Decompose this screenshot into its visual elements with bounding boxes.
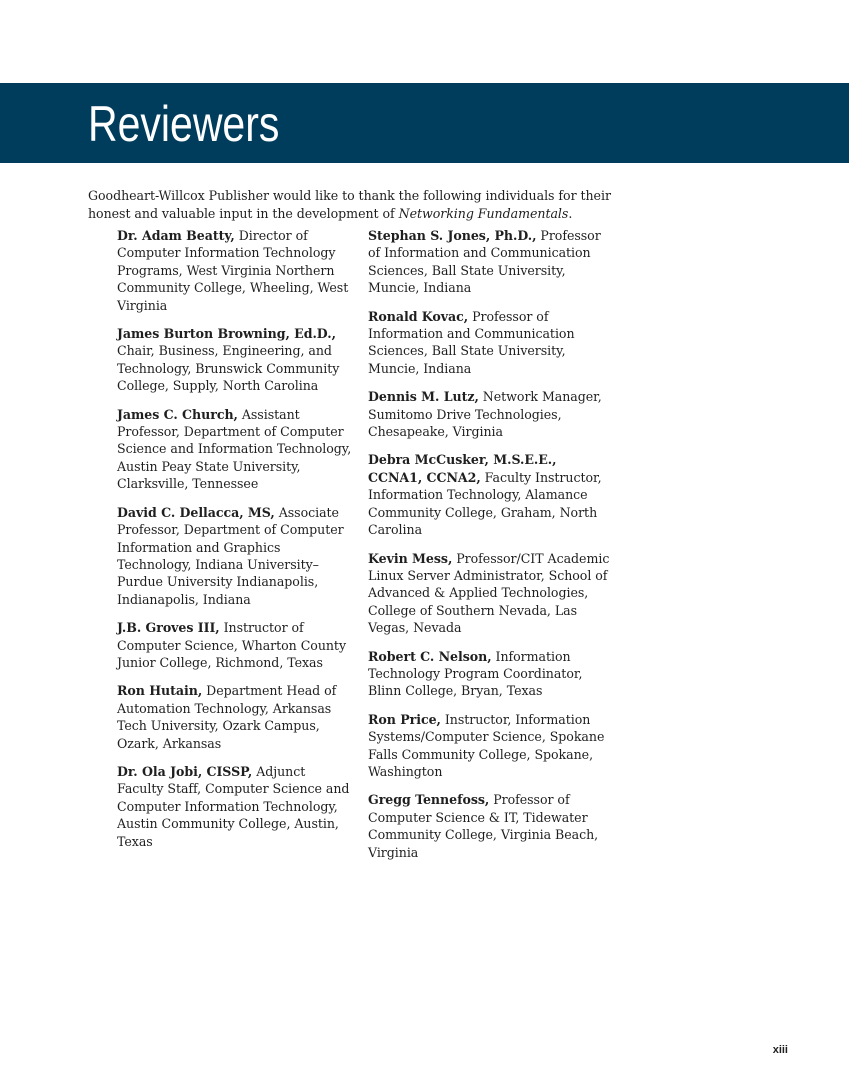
reviewer-name: Stephan S. Jones, Ph.D., bbox=[368, 228, 537, 243]
reviewer-entry bbox=[368, 388, 613, 440]
reviewer-details: Adjunct Faculty Staff, Computer Science and Computer Information Technology, Austin Community College, Austin, Texas bbox=[117, 763, 350, 849]
reviewer-name: Kevin Mess, bbox=[368, 550, 453, 566]
reviewer-entry bbox=[368, 648, 613, 700]
reviewer-details: Information Technology Program Coordinator, Blinn College, Bryan, Texas bbox=[368, 648, 583, 699]
reviewer-details: Chair, Business, Engineering, and Technology, Brunswick Community College, Supply, North Carolina bbox=[117, 343, 340, 394]
reviewer-details: Instructor, Information Systems/Computer Science, Spokane Falls Community College, Spokane, Washington bbox=[368, 711, 605, 779]
reviewer-name: Dennis M. Lutz, bbox=[368, 389, 479, 405]
reviewer-entry bbox=[368, 451, 613, 538]
reviewer-details: Department Head of Automation Technology, Arkansas Tech University, Ozark Campus, Ozark, Arkansas bbox=[117, 683, 337, 751]
reviewer-details: Associate Professor, Department of Computer Information and Graphics Technology, Indiana University–Purdue University Indianapolis, Indianapolis, Indiana bbox=[117, 504, 344, 607]
reviewer-entry bbox=[368, 550, 613, 637]
reviewer-entry bbox=[117, 406, 355, 493]
reviewer-entry bbox=[368, 791, 613, 861]
reviewer-name: Ron Price, bbox=[368, 711, 441, 727]
reviewer-entry bbox=[117, 682, 355, 752]
reviewer-name: David C. Dellacca, MS, bbox=[117, 504, 275, 520]
reviewer-entry bbox=[117, 619, 355, 671]
page-title: Reviewers bbox=[88, 96, 280, 152]
reviewer-details: Director of Computer Information Technology Programs, West Virginia Northern Community College, Wheeling, West Virginia bbox=[117, 228, 349, 313]
reviewer-details: Professor of Information and Communication Sciences, Ball State University, Muncie, Indiana bbox=[368, 308, 575, 376]
reviewer-details: Instructor of Computer Science, Wharton County Junior College, Richmond, Texas bbox=[117, 620, 347, 670]
reviewer-name: Robert C. Nelson, bbox=[368, 648, 492, 664]
reviewer-details: Network Manager, Sumitomo Drive Technologies, Chesapeake, Virginia bbox=[368, 389, 602, 440]
reviewer-name: Ronald Kovac, bbox=[368, 308, 469, 324]
reviewers-left-column bbox=[117, 227, 355, 861]
reviewer-entry bbox=[117, 325, 355, 395]
reviewer-entry bbox=[117, 504, 355, 608]
reviewer-name: Debra McCusker, M.S.E.E., CCNA1, CCNA2, bbox=[368, 452, 557, 485]
reviewer-details: Professor of Computer Science & IT, Tidewater Community College, Virginia Beach, Virginia bbox=[368, 792, 599, 860]
reviewer-name: Dr. Ola Jobi, CISSP, bbox=[117, 763, 253, 779]
reviewer-entry bbox=[368, 308, 613, 378]
reviewer-name: Gregg Tennefoss, bbox=[368, 792, 490, 808]
reviewer-name: J.B. Groves III, bbox=[117, 620, 220, 636]
page-number: xiii bbox=[772, 1044, 788, 1056]
reviewer-details: Professor/CIT Academic Linux Server Administrator, School of Advanced & Applied Technologies, College of Southern Nevada, Las Vegas, Nevada bbox=[368, 550, 610, 636]
reviewer-name: James C. Church, bbox=[117, 406, 238, 422]
intro-end: . bbox=[568, 205, 573, 221]
reviewer-name: Dr. Adam Beatty, bbox=[117, 228, 235, 243]
reviewer-entry bbox=[368, 227, 613, 297]
intro-paragraph bbox=[88, 187, 648, 222]
reviewer-details: Faculty Instructor, Information Technology, Alamance Community College, Graham, North Carolina bbox=[368, 469, 602, 538]
reviewer-entry bbox=[117, 763, 355, 850]
reviewer-details: Assistant Professor, Department of Computer Science and Information Technology, Austin Peay State University, Clarksville, Tennessee bbox=[117, 406, 352, 492]
intro-text: Goodheart-Willcox Publisher would like to thank the following individuals for their honest and valuable input in the development of bbox=[88, 188, 611, 221]
book-title: Networking Fundamentals bbox=[398, 205, 569, 221]
reviewer-name: James Burton Browning, Ed.D., bbox=[117, 326, 336, 342]
reviewer-details: Professor of Information and Communication Sciences, Ball State University, Muncie, Indiana bbox=[368, 228, 601, 296]
reviewers-right-column bbox=[368, 227, 613, 872]
reviewer-entry bbox=[368, 711, 613, 781]
reviewer-name: Ron Hutain, bbox=[117, 683, 203, 699]
reviewer-entry bbox=[117, 227, 355, 314]
